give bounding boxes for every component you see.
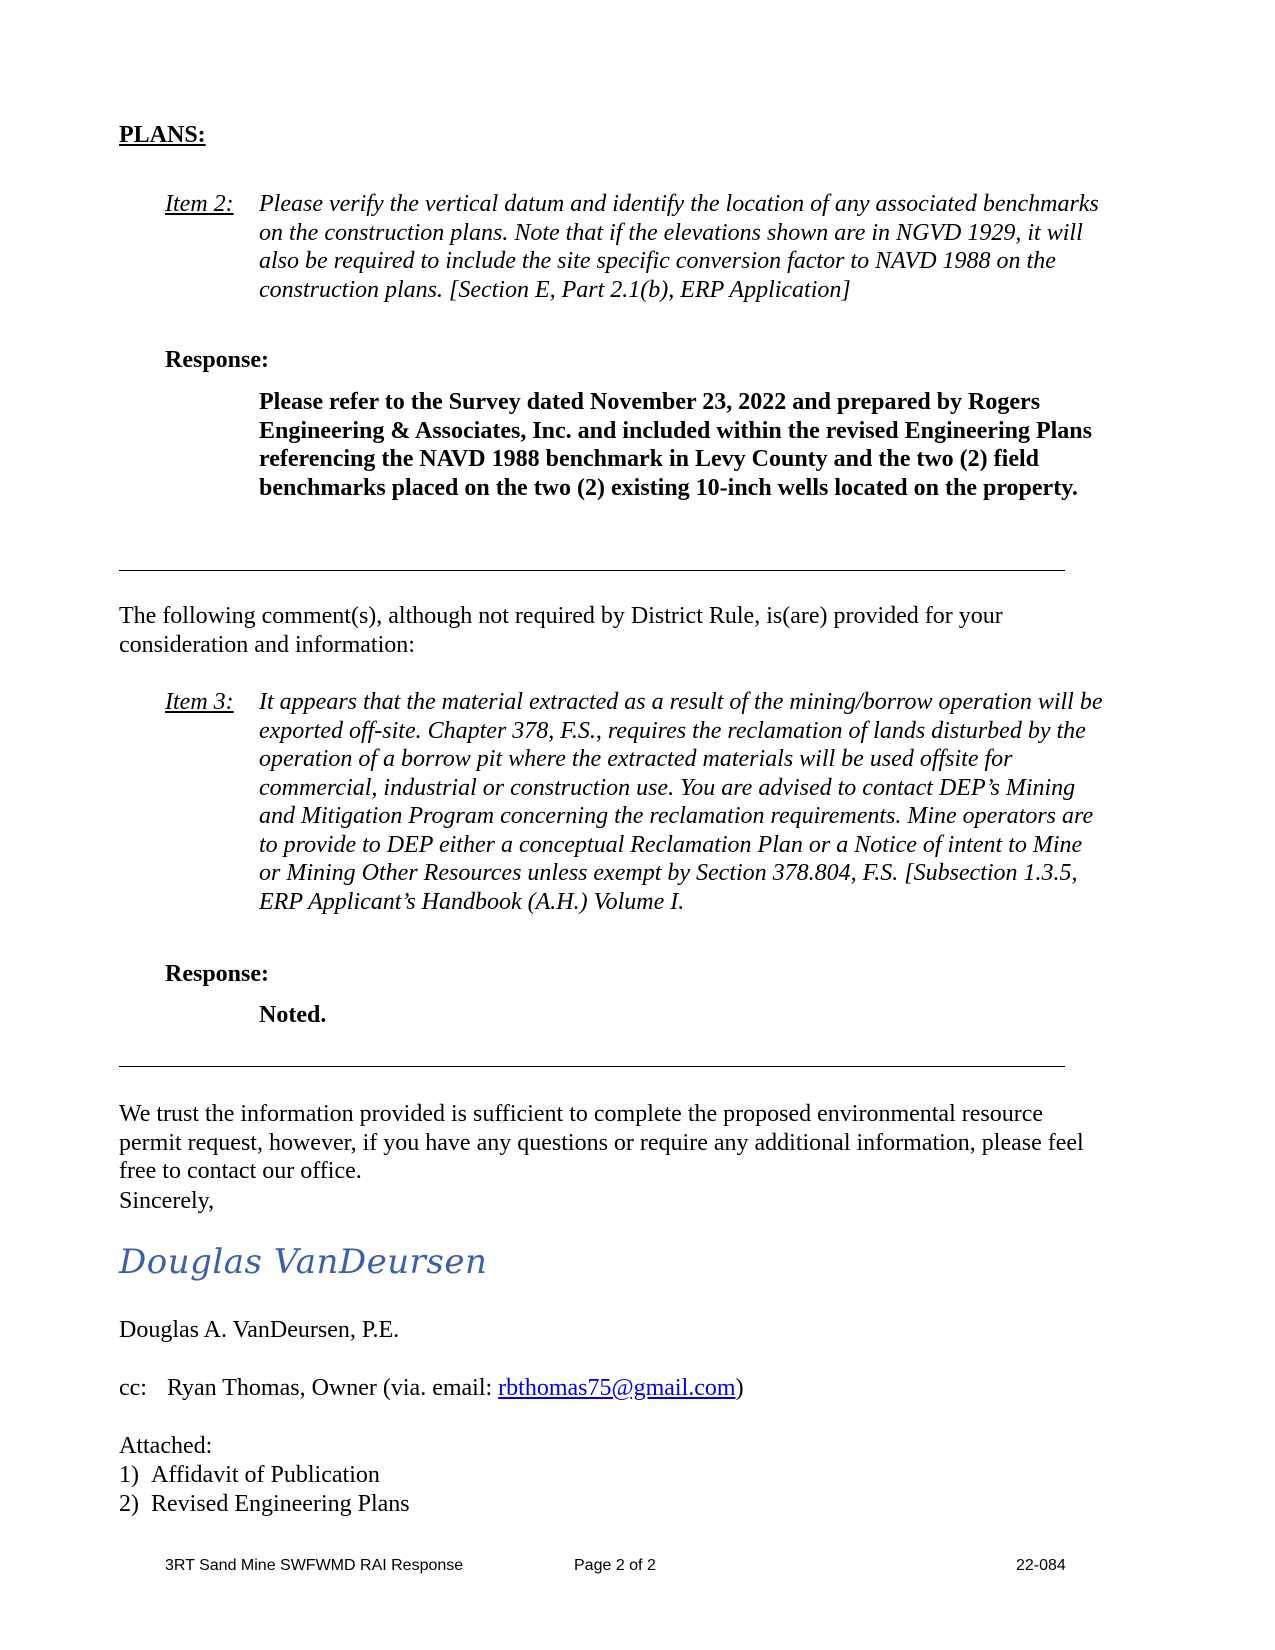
item-3-response-label: Response:: [165, 961, 270, 987]
cc-text: Ryan Thomas, Owner (via. email:: [166, 1375, 499, 1401]
item-2-response-label: Response:: [165, 347, 270, 373]
signature: Douglas VanDeursen: [119, 1242, 488, 1282]
cc-email-link[interactable]: rbthomas75@gmail.com: [498, 1375, 736, 1401]
comment-intro: The following comment(s), although not required by District Rule, is(are) provided for your consideration and information:: [119, 603, 1003, 658]
attachment-text: Affidavit of Publication: [151, 1462, 380, 1488]
salutation: Sincerely,: [119, 1188, 215, 1214]
attachment-item: [119, 1490, 1119, 1519]
item-2-label: Item 2:: [165, 191, 234, 217]
cc-line: [119, 1374, 1119, 1403]
divider-1: [119, 570, 1065, 571]
item-2-response-text: Please refer to the Survey dated November 23, 2022 and prepared by Rogers Engineering & Associates, Inc. and included within the revised Engineering Plans referencing the NAVD 1988 benchmark in Levy County and the two (2) field benchmarks placed on the two (2) existing 10-inch wells located on the property.: [259, 389, 1092, 501]
item-2-text: Please verify the vertical datum and identify the location of any associated benchmarks on the construction plans. Note that if the elevations shown are in NGVD 1929, it will also be required to include the site specific conversion factor to NAVD 1988 on the construction plans. [Section E, Part 2.1(b), ERP Application]: [259, 191, 1099, 303]
section-heading: PLANS:: [119, 122, 206, 148]
item-3-label: Item 3:: [165, 689, 234, 715]
attachment-text: Revised Engineering Plans: [151, 1491, 410, 1517]
closing-paragraph: We trust the information provided is sufficient to complete the proposed environmental resource permit request, however, if you have any questions or require any additional information, please feel free to contact our office.: [119, 1101, 1084, 1184]
footer-left: 3RT Sand Mine SWFWMD RAI Response: [165, 1557, 464, 1574]
footer-page-number: Page 2 of 2: [574, 1557, 656, 1574]
attachments-label: Attached:: [119, 1433, 213, 1459]
attachment-item: [119, 1461, 1119, 1490]
attachment-number: 2): [119, 1491, 139, 1517]
item-3-text: It appears that the material extracted as a result of the mining/borrow operation will be exported off-site. Chapter 378, F.S., requires the reclamation of lands disturbed by the operation of a borrow pit where the extracted materials will be used offsite for commercial, industrial or construction use. You are advised to contact DEP’s Mining and Mitigation Program concerning the reclamation requirements. Mine operators are to provide to DEP either a conceptual Reclamation Plan or a Notice of intent to Mine or Mining Other Resources unless exempt by Section 378.804, F.S. [Subsection 1.3.5, ERP Applicant’s Handbook (A.H.) Volume I.: [259, 689, 1103, 915]
cc-label: cc:: [119, 1375, 147, 1401]
signer-name: Douglas A. VanDeursen, P.E.: [119, 1317, 400, 1343]
attachment-number: 1): [119, 1462, 139, 1488]
divider-2: [119, 1066, 1065, 1067]
cc-suffix: ): [735, 1375, 744, 1401]
item-3-response-text: Noted.: [259, 1002, 327, 1028]
footer-right: 22-084: [1016, 1557, 1066, 1574]
